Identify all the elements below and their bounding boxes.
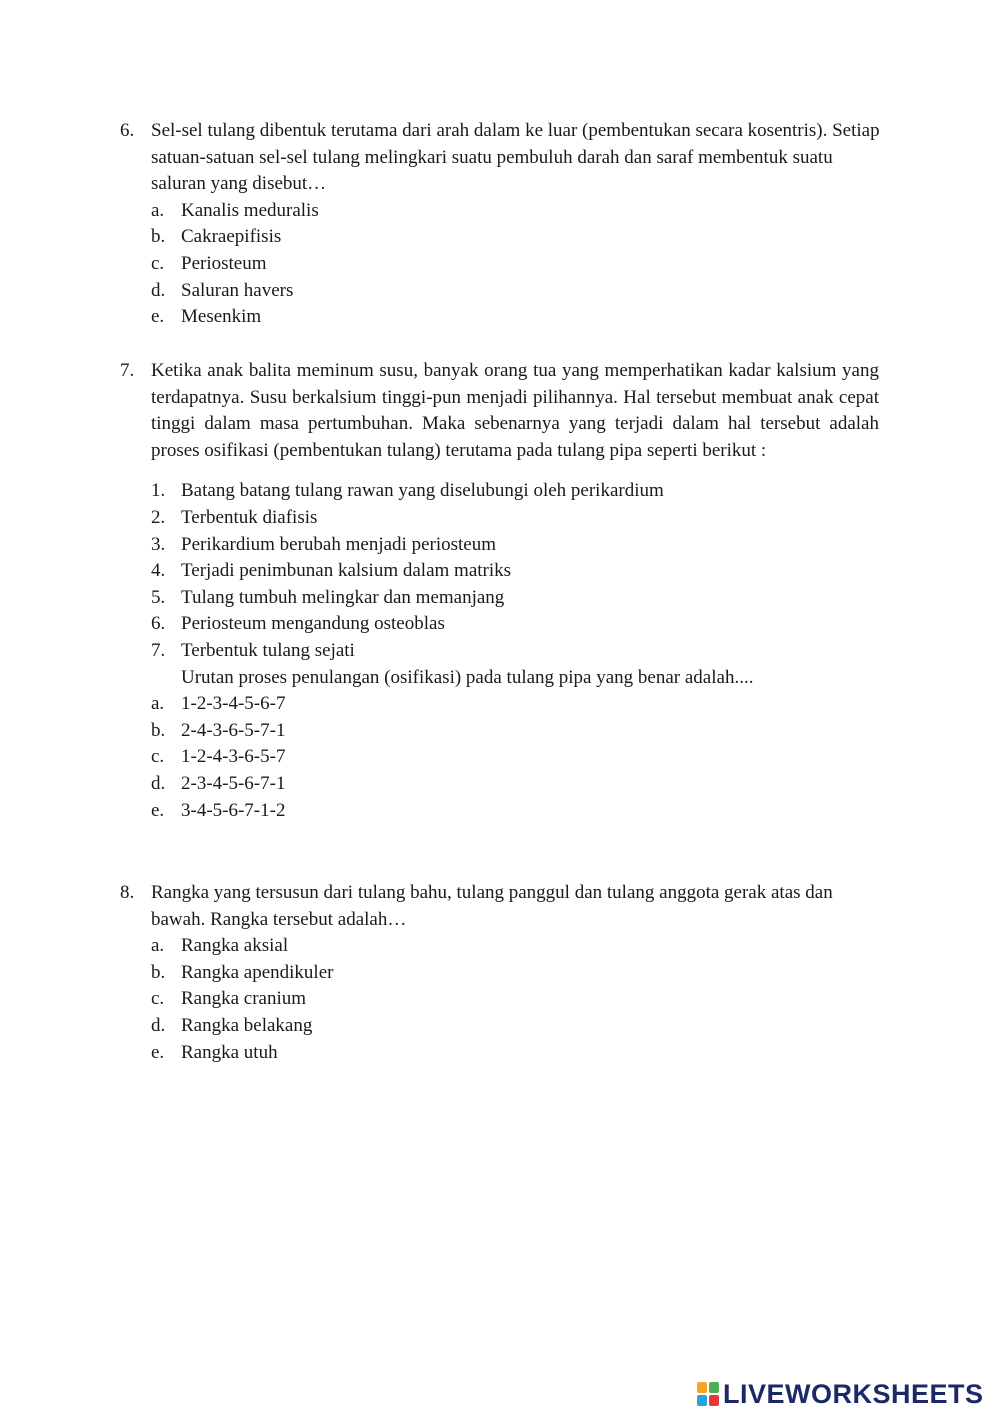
option-list (151, 198, 880, 331)
option-e[interactable]: e. Rangka utuh (151, 1041, 278, 1063)
option-b[interactable]: b. 2-4-3-6-5-7-1 (151, 719, 286, 741)
option-b[interactable]: b. Rangka apendikuler (151, 961, 334, 983)
process-steps-list (151, 478, 880, 664)
question-number: 8. (120, 882, 135, 903)
logo-square (697, 1382, 707, 1393)
question-number: 7. (120, 360, 135, 381)
question-number: 6. (120, 120, 135, 141)
liveworksheets-logo[interactable] (697, 1377, 984, 1411)
step-item: 5. Tulang tumbuh melingkar dan memanjang (151, 586, 505, 608)
logo-square (709, 1395, 719, 1406)
step-item: 7. Terbentuk tulang sejati (151, 639, 355, 661)
option-e[interactable]: e. 3-4-5-6-7-1-2 (151, 799, 286, 821)
question-7 (120, 358, 880, 824)
option-list (151, 933, 880, 1066)
option-d[interactable]: d. Saluran havers (151, 279, 294, 301)
question-prompt: Urutan proses penulangan (osifikasi) pada tulang pipa yang benar adalah.... (181, 666, 754, 688)
step-item: 2. Terbentuk diafisis (151, 506, 318, 528)
option-d[interactable]: d. Rangka belakang (151, 1014, 313, 1036)
option-a[interactable]: a. Rangka aksial (151, 935, 289, 957)
logo-text: LIVEWORKSHEETS (723, 1378, 984, 1409)
logo-square (709, 1382, 719, 1393)
option-c[interactable]: c. 1-2-4-3-6-5-7 (151, 746, 286, 768)
option-a[interactable]: a. Kanalis meduralis (151, 199, 319, 221)
option-list (151, 691, 880, 824)
logo-square (697, 1395, 707, 1406)
logo-mark-icon (697, 1382, 719, 1406)
option-a[interactable]: a. 1-2-3-4-5-6-7 (151, 693, 286, 715)
step-item: 4. Terjadi penimbunan kalsium dalam matriks (151, 560, 512, 582)
question-stem: Sel-sel tulang dibentuk terutama dari arah dalam ke luar (pembentukan secara kosentris). Setiap satuan-satuan sel-sel tulang melingkari suatu pembuluh darah dan saraf membentuk suatu saluran yang disebut… (151, 120, 880, 195)
option-e[interactable]: e. Mesenkim (151, 306, 262, 328)
question-stem: Ketika anak balita meminum susu, banyak orang tua yang memperhatikan kadar kalsium yang terdapatnya. Susu berkalsium tinggi-pun menjadi pilihannya. Hal tersebut membuat anak cepat tinggi dalam masa pertumbuhan. Maka sebenarnya yang terjadi dalam hal tersebut adalah proses osifikasi (pembentukan tulang) terutama pada tulang pipa seperti berikut : (151, 360, 879, 461)
option-b[interactable]: b. Cakraepifisis (151, 226, 282, 248)
option-d[interactable]: d. 2-3-4-5-6-7-1 (151, 772, 286, 794)
step-item: 3. Perikardium berubah menjadi periosteum (151, 533, 496, 555)
question-6 (120, 118, 880, 331)
question-stem: Rangka yang tersusun dari tulang bahu, tulang panggul dan tulang anggota gerak atas dan bawah. Rangka tersebut adalah… (151, 882, 833, 930)
option-c[interactable]: c. Rangka cranium (151, 988, 307, 1010)
step-item: 6. Periosteum mengandung osteoblas (151, 613, 445, 635)
option-c[interactable]: c. Periosteum (151, 252, 267, 274)
step-item: 1. Batang batang tulang rawan yang diselubungi oleh perikardium (151, 480, 664, 502)
question-8 (120, 880, 880, 1066)
